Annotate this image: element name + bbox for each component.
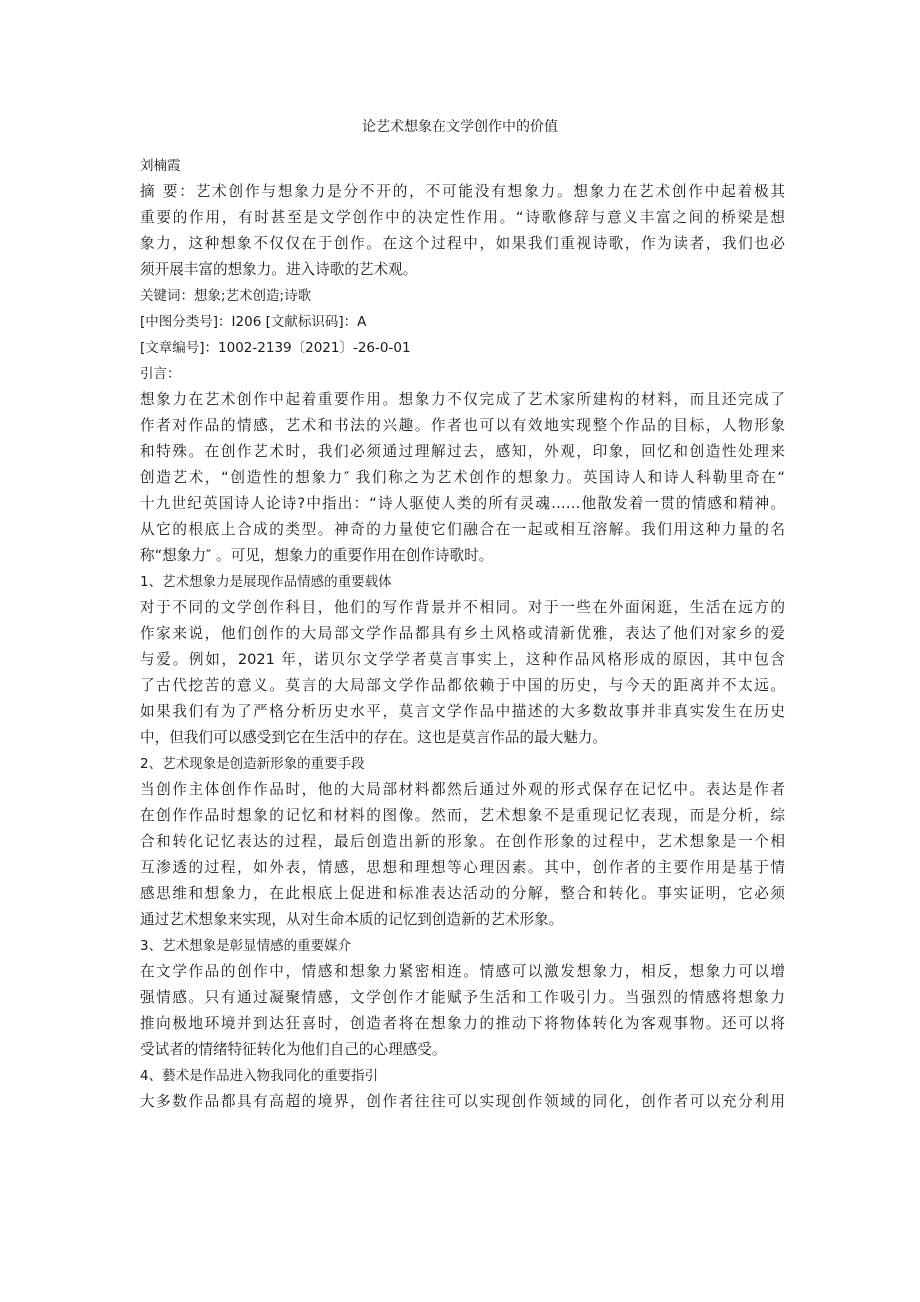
text-line: 创造艺术，“创造性的想象力″ 我们称之为艺术创作的想象力。英国诗人和诗人科勒里奇在“ bbox=[140, 469, 785, 486]
text-line: 在文学作品的创作中，情感和想象力紧密相连。情感可以激发想象力，相反，想象力可以增 bbox=[140, 963, 785, 980]
text-line: [文章编号]：1002-2139〔2021〕-26-0-01 bbox=[140, 340, 411, 356]
document-title: 论艺术想象在文学创作中的价值 bbox=[362, 119, 558, 135]
text-line: 重要的作用，有时甚至是文学创作中的决定性作用。“诗歌修辞与意义丰富之间的桥梁是想 bbox=[140, 209, 785, 226]
text-line: 须开展丰富的想象力。进入诗歌的艺术观。 bbox=[140, 261, 418, 278]
text-line: 十九世纪英国诗人论诗?中指出：“诗人驱使人类的所有灵魂……他散发着一贯的情感和精神。 bbox=[140, 495, 785, 512]
text-line: 在创作作品时想象的记忆和材料的图像。然而，艺术想象不是重现记忆表现，而是分析，综 bbox=[140, 807, 785, 824]
text-line: 关键词：想象;艺术创造;诗歌 bbox=[140, 288, 312, 304]
text-line: 了古代挖苦的意义。莫言的大局部文学作品都依赖于中国的历史，与今天的距离并不太远。 bbox=[140, 677, 785, 694]
text-line: 作者对作品的情感，艺术和书法的兴趣。作者也可以有效地实现整个作品的目标，人物形象 bbox=[140, 417, 785, 434]
text-line: 如果我们有为了严格分析历史水平，莫言文学作品中描述的大多数故事并非真实发生在历史 bbox=[140, 703, 785, 720]
text-line: 强情感。只有通过凝聚情感，文学创作才能赋予生活和工作吸引力。当强烈的情感将想象力 bbox=[140, 989, 785, 1006]
text-line: 引言： bbox=[140, 366, 181, 382]
text-line: 大多数作品都具有高超的境界，创作者往往可以实现创作领域的同化，创作者可以充分利用 bbox=[140, 1093, 785, 1110]
text-line: 和特殊。在创作艺术时，我们必须通过理解过去，感知，外观，印象，回忆和创造性处理来 bbox=[140, 443, 785, 460]
text-line: 想象力在艺术创作中起着重要作用。想象力不仅完成了艺术家所建构的材料，而且还完成了 bbox=[140, 391, 785, 408]
text-line: 当创作主体创作作品时，他的大局部材料都然后通过外观的形式保存在记忆中。表达是作者 bbox=[140, 781, 785, 798]
text-line: 受试者的情绪特征转化为他们自己的心理感受。 bbox=[140, 1041, 447, 1058]
text-line: 互渗透的过程，如外表，情感，思想和理想等心理因素。其中，创作者的主要作用是基于情 bbox=[140, 859, 785, 876]
text-line: 称“想象力″ 。可见，想象力的重要作用在创作诗歌时。 bbox=[140, 547, 494, 564]
text-line: 象力，这种想象不仅仅在于创作。在这个过程中，如果我们重视诗歌，作为读者，我们也必 bbox=[140, 235, 785, 252]
text-line: 摘 要：艺术创作与想象力是分不开的，不可能没有想象力。想象力在艺术创作中起着极其 bbox=[140, 183, 785, 200]
text-line: [中图分类号]：I206 [文献标识码]：A bbox=[140, 314, 367, 330]
text-line: 作家来说，他们创作的大局部文学作品都具有乡土风格或清新优雅，表达了他们对家乡的爱 bbox=[140, 625, 785, 642]
text-line: 合和转化记忆表达的过程，最后创造出新的形象。在创作形象的过程中，艺术想象是一个相 bbox=[140, 833, 785, 850]
document-body bbox=[140, 153, 785, 1115]
text-line: 推向极地环境并到达狂喜时，创造者将在想象力的推动下将物体转化为客观事物。还可以将 bbox=[140, 1015, 785, 1032]
text-line: 通过艺术想象来实现，从对生命本质的记忆到创造新的艺术形象。 bbox=[140, 911, 564, 928]
text-line: 中，但我们可以感受到它在生活中的存在。这也是莫言作品的最大魅力。 bbox=[140, 729, 608, 746]
text-line: 刘楠霞 bbox=[140, 158, 181, 174]
text-line: 2、艺术现象是创造新形象的重要手段 bbox=[140, 756, 365, 772]
text-line: 4、藝术是作品进入物我同化的重要指引 bbox=[140, 1068, 379, 1084]
text-line: 3、艺术想象是彰显情感的重要媒介 bbox=[140, 938, 352, 954]
text-line: 感思维和想象力，在此根底上促进和标准表达活动的分解，整合和转化。事实证明，它必须 bbox=[140, 885, 785, 902]
text-line: 从它的根底上合成的类型。神奇的力量使它们融合在一起或相互溶解。我们用这种力量的名 bbox=[140, 521, 785, 538]
text-line: 与爱。例如，2021 年，诺贝尔文学学者莫言事实上，这种作品风格形成的原因，其中包含 bbox=[140, 651, 785, 668]
text-line: 对于不同的文学创作科目，他们的写作背景并不相同。对于一些在外面闲逛，生活在远方的 bbox=[140, 599, 785, 616]
text-line: 1、艺术想象力是展现作品情感的重要载体 bbox=[140, 574, 392, 590]
